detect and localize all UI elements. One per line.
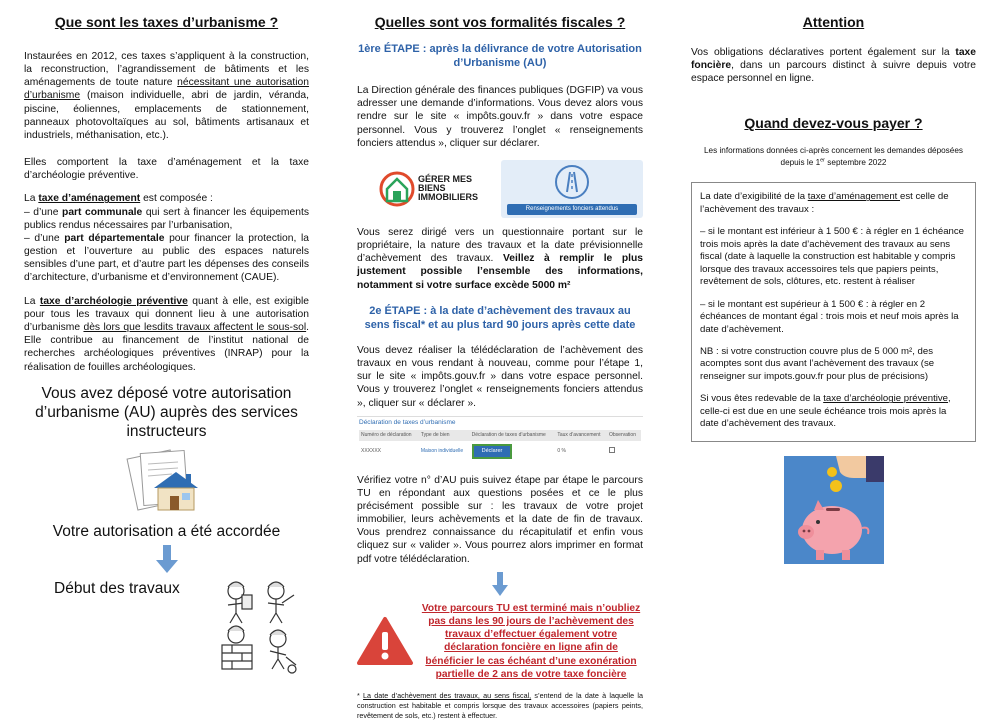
payment-info: Les informations données ci-après concernent les demandes déposées depuis le 1er septembre 2022	[704, 146, 963, 167]
foncier-warning: Votre parcours TU est terminé mais n’oubliez pas dans les 90 jours de l’achèvement des travaux d’effectuer également votre déclaration foncière en ligne afin de bénéficier le cas échéant d’une exonération partielle de 2 ans de votre taxe foncière	[421, 602, 641, 680]
flow-step-works-start: Début des travaux	[54, 580, 180, 598]
paragraph-intro: Instaurées en 2012, ces taxes s’appliquent à la construction, la reconstruction, l’agrandissement de bâtiments et les aménagements de toute nature nécessitant une autorisation d’urbanisme (maison individuelle, abri de jardin, véranda, piscine, éoliennes, emplacements de stationnement, panneaux photovoltaïques au sol, bâtiments artisanaux et industriels, méthanisation, etc.).	[24, 50, 309, 141]
paragraph-amenagement: La taxe d’aménagement est composée : – d’une part communale qui sert à financer les équipements publics rendus nécessaires par l’urbanisation, – d’une part départementale pour financer la protection, la gestion et l’ouverture au public des espaces naturels sensibles d’une part, et d’autre part les dépenses des conseils d’architecture, d’urbanisme et d’environnement (CAUE).	[24, 193, 309, 284]
arrow-down-icon	[156, 545, 178, 573]
road-icon	[554, 164, 590, 200]
step-1-heading: 1ère ÉTAPE : après la délivrance de votre Autorisation d’Urbanisme (AU)	[358, 42, 642, 69]
box-nb: NB : si votre construction couvre plus de 5 000 m², des acomptes sont dus avant l’achèvement des travaux (se renseigner sur impots.gouv.fr pour plus de précisions)	[700, 345, 935, 382]
arrow-down-icon	[492, 572, 508, 596]
house-documents-illustration	[112, 446, 222, 518]
footnote: * La date d’achèvement des travaux, au sens fiscal, s’entend de la date à laquelle la construction est habitable et compris lorsque des travaux accessoires (papiers peints, revêtement de sols, etc.) restent à effectuer.	[357, 691, 644, 720]
section-title: Attention	[802, 14, 865, 30]
step-2-instructions: Vérifiez votre n° d’AU puis suivez étape par étape le parcours TU en répondant aux questions posées et ce le plus précisément possible sur : les travaux de votre projet immobilier, leurs achèvements et la date de fin de travaux. Vous prendrez connaissance du récapitulatif et enfin vous cliquez sur « valider ». Vous pourrez alors imprimer en format pdf votre télédéclaration.	[357, 474, 643, 565]
box-over-1500: – si le montant est supérieur à 1 500 € : à régler en 2 échéances de montant égal : trois mois et neuf mois après la date d’achèvement.	[700, 298, 959, 335]
declaration-table: Numéro de déclaration Type de bien Déclaration de taxes d’urbanisme Taux d’avancement Observation XXXXXX Maison individuelle Déclarer 0 %	[359, 430, 641, 461]
section-title: Que sont les taxes d’urbanisme ?	[54, 14, 279, 30]
attention-text: Vos obligations déclaratives portent également sur la taxe foncière, dans un parcours distinct à suivre depuis votre espace personnel en ligne.	[691, 46, 976, 85]
warning-icon	[357, 615, 413, 667]
step-2-text: Vous devez réaliser la télédéclaration de l’achèvement des travaux en vous rendant à nouveau, comme pour l’étape 1, sur le site « impôts.gouv.fr » dans votre espace personnel. Vous y trouverez l’onglet « renseignements fonciers attendus », cliquer sur « déclarer ».	[357, 344, 643, 409]
gerer-biens-logo-text: GÉRER MES BIENS IMMOBILIERS	[418, 174, 478, 203]
renseignements-fonciers-tile[interactable]	[501, 160, 643, 218]
payment-details-box	[691, 182, 976, 442]
edit-icon[interactable]	[609, 447, 615, 453]
declarer-button[interactable]: Déclarer	[472, 444, 513, 459]
step-1-questionnaire: Vous serez dirigé vers un questionnaire portant sur le propriétaire, la nature des travaux et la date prévisionnelle d’achèvement des travaux. Veillez à remplir le plus justement possible l’ensemble des informations, notamment si votre surface excède 5000 m²	[357, 226, 643, 291]
step-1-text: La Direction générale des finances publiques (DGFIP) va vous adresser une demande d’informations. Vous devez alors vous rendre sur le site « impôts.gouv.fr » dans votre espace personnel. Vous y trouverez l’onglet « renseignements fonciers attendus », cliquer sur déclarer.	[357, 85, 643, 149]
step-2-heading: 2e ÉTAPE : à la date d’achèvement des travaux au sens fiscal* et au plus tard 90 jours après cette date	[364, 304, 636, 331]
paragraph-archeologie: La taxe d’archéologie préventive quant à elle, est exigible pour tous les travaux qui donnent lieu à une autorisation d’urbanisme dès lors que lesdits travaux affectent le sous-sol. Elle contribue au financement de l’institut national de recherches archéologiques préventives (INRAP) pour la réalisation de fouilles archéologiques.	[24, 295, 309, 373]
piggy-bank-illustration	[784, 456, 884, 564]
declaration-table-title: Déclaration de taxes d’urbanisme	[359, 418, 456, 426]
workers-illustration	[216, 573, 308, 677]
renseignements-fonciers-label: Renseignements fonciers attendus	[507, 204, 637, 215]
box-intro: La date d’exigibilité de la taxe d’aménagement est celle de l’achèvement des travaux :	[700, 191, 949, 215]
box-archeologie: Si vous êtes redevable de la taxe d’archéologie préventive, celle-ci est due en une seule échéance trois mois après la date d’achèvement des travaux.	[700, 393, 951, 430]
paragraph-components: Elles comportent la taxe d’aménagement et la taxe d’archéologie préventive.	[24, 157, 309, 182]
flow-step-filed: Vous avez déposé votre autorisation d’urbanisme (AU) auprès des services instructeurs	[35, 384, 298, 441]
declaration-table-screenshot	[357, 416, 643, 466]
gerer-biens-logo	[379, 169, 478, 209]
box-under-1500: – si le montant est inférieur à 1 500 € : à régler en 1 échéance trois mois après la date d’achèvement des travaux au sens fiscal (date à laquelle la construction est habitable y compris lorsque des travaux accessoires tels que papiers peints, revêtement de sols, clôtures, etc. restent à réaliser	[700, 226, 964, 288]
column-taxes	[0, 0, 333, 707]
house-hand-icon	[379, 169, 415, 209]
flow-step-granted: Votre autorisation a été accordée	[52, 522, 281, 540]
section-title: Quelles sont vos formalités fiscales ?	[374, 14, 626, 30]
payment-title: Quand devez-vous payer ?	[744, 115, 923, 132]
column-attention	[667, 0, 1000, 707]
column-formalites	[333, 0, 667, 720]
